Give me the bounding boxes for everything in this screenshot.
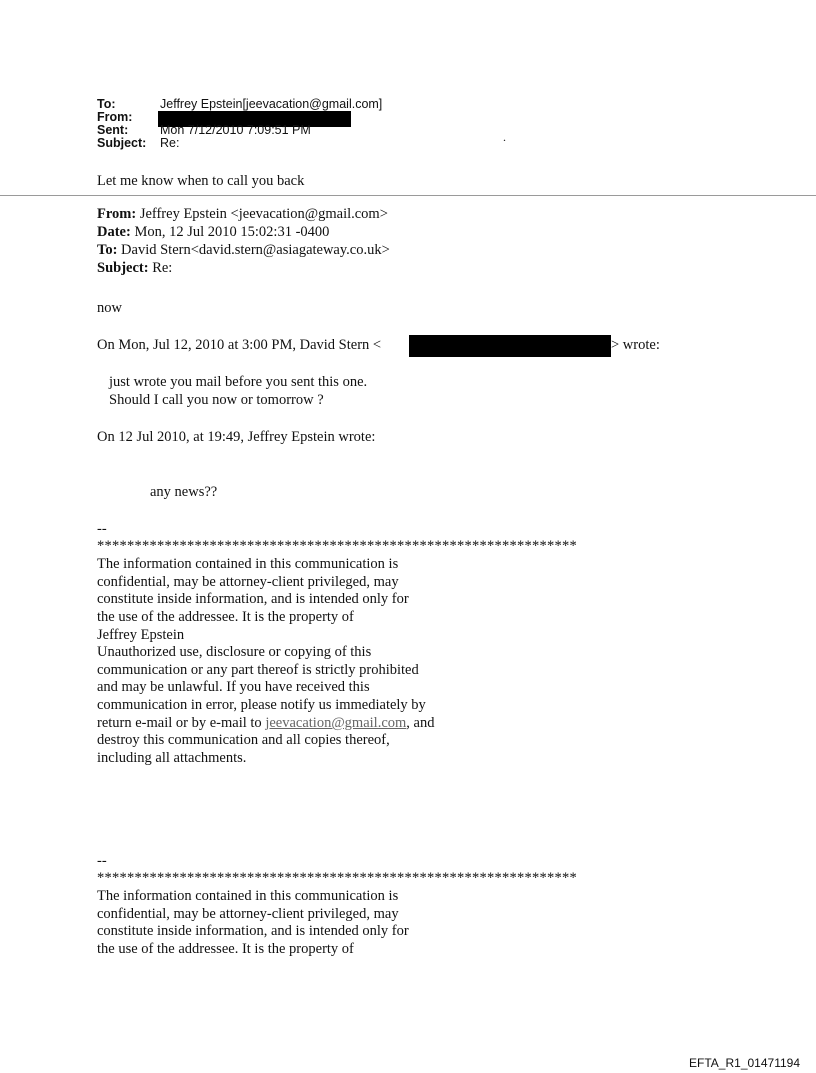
reply-body: Let me know when to call you back <box>97 173 305 189</box>
quoted-date-label: Date: <box>97 224 131 240</box>
disclaimer-1-line: the use of the addressee. It is the property of <box>97 609 354 625</box>
sent-value: Mon 7/12/2010 7:09:51 PM <box>160 123 311 137</box>
quoted-to-value: David Stern<david.stern@asiagateway.co.uk> <box>117 242 390 258</box>
disclaimer-1-line: including all attachments. <box>97 750 247 766</box>
disclaimer-1-line: and may be unlawful. If you have received this <box>97 679 370 695</box>
any-news: any news?? <box>150 484 218 500</box>
subject-value: Re: <box>160 136 180 150</box>
quoted-date-value: Mon, 12 Jul 2010 15:02:31 -0400 <box>130 224 330 240</box>
from-label: From: <box>97 110 133 124</box>
quoted-line-2: Should I call you now or tomorrow ? <box>109 392 324 408</box>
disclaimer-1-line: Jeffrey Epstein <box>97 627 185 643</box>
message-now: now <box>97 300 122 316</box>
to-label: To: <box>97 97 116 111</box>
separator-rule <box>0 195 816 196</box>
disclaimer-2-dashes: -- <box>97 853 107 869</box>
return-line-suffix: , and <box>406 715 435 731</box>
attribution-1-prefix: On Mon, Jul 12, 2010 at 3:00 PM, David Stern < <box>97 337 382 353</box>
header-subject-row <box>97 137 179 150</box>
sent-label: Sent: <box>97 123 129 137</box>
disclaimer-1-line: constitute inside information, and is intended only for <box>97 591 409 607</box>
disclaimer-1-line: communication in error, please notify us immediately by <box>97 697 426 713</box>
quoted-to-row <box>97 242 390 259</box>
attribution-1-suffix: > wrote: <box>611 337 660 353</box>
disclaimer-1-line: The information contained in this communication is <box>97 556 399 572</box>
disclaimer-2-line: the use of the addressee. It is the property of <box>97 941 354 957</box>
disclaimer-1-line: confidential, may be attorney-client privileged, may <box>97 574 399 590</box>
quoted-date-row <box>97 224 329 241</box>
disclaimer-1-line: Unauthorized use, disclosure or copying of this <box>97 644 372 660</box>
email-link[interactable]: jeevacation@gmail.com <box>265 715 407 731</box>
email-redaction <box>409 335 611 357</box>
disclaimer-1-return-line <box>97 715 434 733</box>
disclaimer-1-stars: **************************************************************** <box>97 538 577 554</box>
disclaimer-1-dashes: -- <box>97 521 107 537</box>
subject-label: Subject: <box>97 136 147 150</box>
quoted-subject-value: Re: <box>148 260 173 276</box>
disclaimer-2-line: constitute inside information, and is intended only for <box>97 923 409 939</box>
disclaimer-1-line: communication or any part thereof is strictly prohibited <box>97 662 419 678</box>
stray-mark: . <box>503 130 506 144</box>
quoted-from-row <box>97 206 388 223</box>
quoted-subject-row <box>97 260 172 277</box>
quoted-subject-label: Subject: <box>97 260 149 276</box>
disclaimer-2-line: confidential, may be attorney-client privileged, may <box>97 906 399 922</box>
disclaimer-2-stars: **************************************************************** <box>97 870 577 886</box>
disclaimer-1-line: destroy this communication and all copies thereof, <box>97 732 390 748</box>
quoted-line-1: just wrote you mail before you sent this one. <box>109 374 368 390</box>
attribution-2: On 12 Jul 2010, at 19:49, Jeffrey Epstein wrote: <box>97 429 376 445</box>
document-id: EFTA_R1_01471194 <box>689 1056 800 1070</box>
disclaimer-2-line: The information contained in this communication is <box>97 888 399 904</box>
quoted-to-label: To: <box>97 242 118 258</box>
quoted-from-label: From: <box>97 206 137 222</box>
to-value: Jeffrey Epstein[jeevacation@gmail.com] <box>160 97 383 111</box>
return-line-prefix: return e-mail or by e-mail to <box>97 715 266 731</box>
quoted-from-value: Jeffrey Epstein <jeevacation@gmail.com> <box>136 206 388 222</box>
header-to-row <box>97 98 382 111</box>
